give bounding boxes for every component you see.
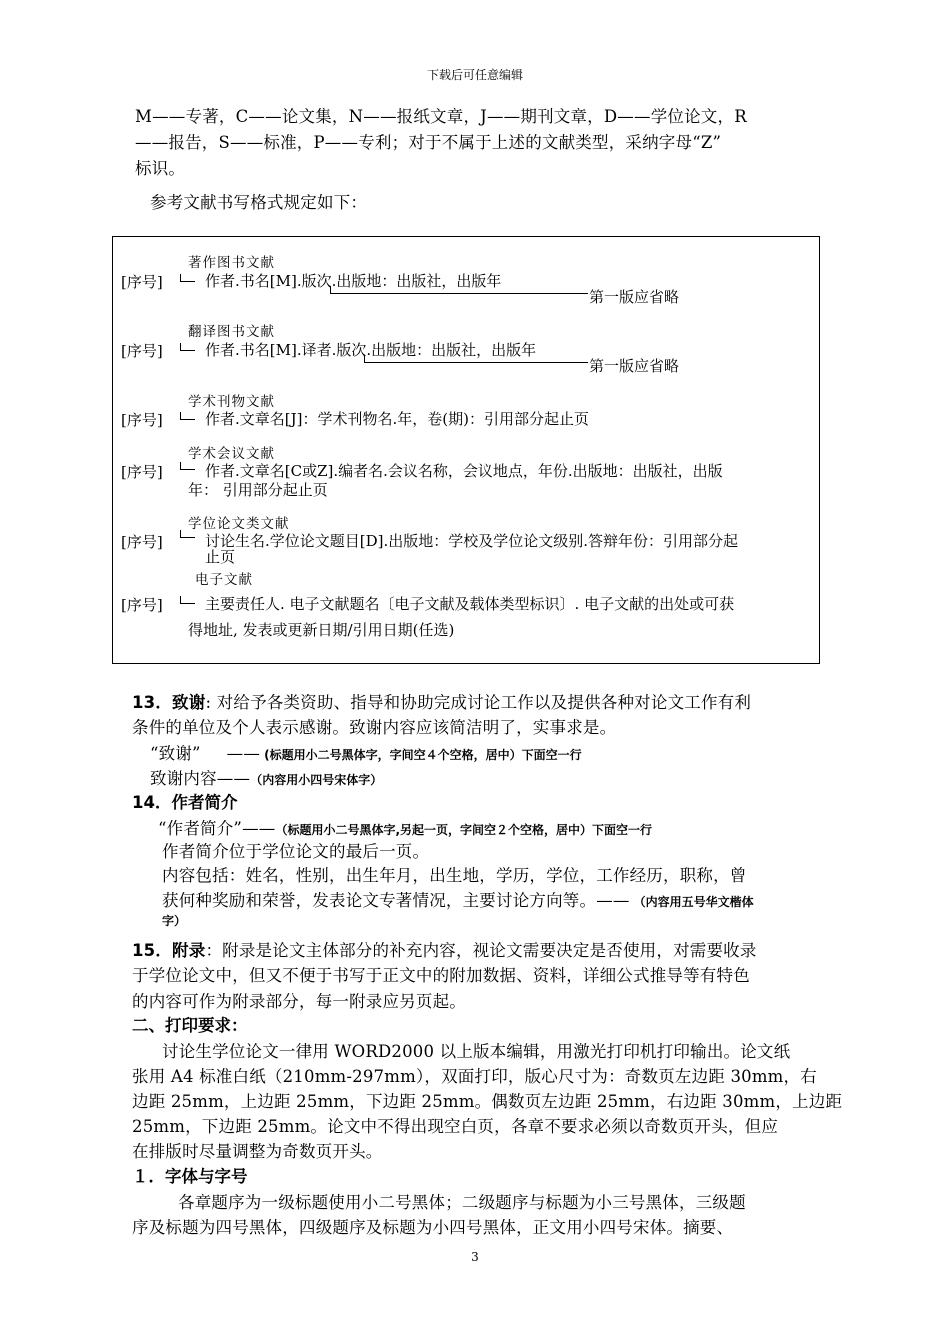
font-line-1: 各章题序为一级标题使用小二号黑体；二级题序与标题为小三号黑体，三级题 <box>178 1193 746 1212</box>
ack-title-note: (标题用小二号黑体字，字间空４个空格，居中）下面空一行 <box>264 748 582 762</box>
item-line-thesis-1: 讨论生名.学位论文题目[D].出版地：学校及学位论文级别.答辩年份：引用部分起 <box>205 532 739 550</box>
section-13-text: : 对给予各类资助、指导和协助完成讨论工作以及提供各种对论文工作有利 <box>205 693 752 712</box>
bio-title: “作者简介”—— <box>158 819 276 838</box>
seq-label: [序号] <box>121 273 163 291</box>
ack-title: “致谢” <box>150 744 201 763</box>
print-line-1: 讨论生学位论文一律用 WORD2000 以上版本编辑，用激光打印机打印输出。论文纸 <box>162 1042 791 1061</box>
bio-content-1: 内容包括：姓名，性别，出生年月，出生地，学历，学位，工作经历，职称，曾 <box>162 866 747 885</box>
seq-label: [序号] <box>121 342 163 360</box>
item-line-electronic-1: 主要责任人. 电子文献题名〔电子文献及载体类型标识〕. 电子文献的出处或可获 <box>205 595 735 613</box>
bracket-mark <box>180 412 195 420</box>
section-15-line-3: 的内容可作为附录部分，每一附录应另页起。 <box>132 992 466 1011</box>
item-line-conference-1: 作者.文章名[C或Z].编者名.会议名称，会议地点，年份.出版地：出版社，出版 <box>205 462 723 480</box>
ack-content-label: 致谢内容—— <box>150 769 251 788</box>
bracket-mark <box>180 596 195 604</box>
edition-pointer-hline <box>330 293 588 294</box>
print-line-3: 边距 25mm，上边距 25mm，下边距 25mm。偶数页左边距 25mm，右边距 30mm，上边距 <box>132 1092 843 1111</box>
section-14-heading: 14．作者简介 <box>132 793 238 812</box>
edition-pointer-hline <box>364 362 588 363</box>
item-title-conference: 学术会议文献 <box>188 446 275 462</box>
item-line-thesis-2: 止页 <box>205 548 236 566</box>
item-title-book: 著作图书文献 <box>188 255 275 271</box>
ack-dash: —— <box>226 744 261 763</box>
item-line-journal: 作者.文章名[J]：学术刊物名.年，卷(期)：引用部分起止页 <box>205 410 589 428</box>
bio-content-2-line <box>162 887 754 911</box>
item-line-book: 作者.书名[M].版次.出版地：出版社，出版年 <box>205 272 502 290</box>
section-15-text: ：附录是论文主体部分的补充内容，视论文需要决定是否使用，对需要收录 <box>205 941 757 960</box>
font-line-2: 序及标题为四号黑体，四级题序及标题为小四号黑体，正文用小四号宋体。摘要、 <box>132 1218 734 1237</box>
bio-content-note-tail: 字） <box>162 914 187 928</box>
seq-label: [序号] <box>121 411 163 429</box>
ack-content-note: （内容用小四号宋体字） <box>250 773 383 787</box>
section-13-label: 13．致谢 <box>132 693 206 712</box>
ack-title-line <box>150 740 582 764</box>
item-title-journal: 学术刊物文献 <box>188 394 275 410</box>
bio-position: 作者简介位于学位论文的最后一页。 <box>162 842 430 861</box>
intro-line-3: 标识。 <box>135 159 186 178</box>
bio-content-note: （内容用五号华文楷体 <box>633 895 754 909</box>
item-line-conference-2: 年： 引用部分起止页 <box>188 481 328 499</box>
item-line-translation: 作者.书名[M].译者.版次.出版地：出版社，出版年 <box>205 341 537 359</box>
section-15-line-2: 于学位论文中，但又不便于书写于正文中的附加数据、资料，详细公式推导等有特色 <box>132 966 750 985</box>
section-13-line-2: 条件的单位及个人表示感谢。致谢内容应该简洁明了，实事求是。 <box>132 718 617 737</box>
bracket-mark <box>180 343 195 351</box>
bracket-mark <box>180 530 195 538</box>
font-heading: １．字体与字号 <box>132 1167 248 1186</box>
item-line-electronic-2: 得地址, 发表或更新日期/引用日期(任选) <box>188 621 455 639</box>
bracket-mark <box>180 462 195 470</box>
bio-content-2: 获何种奖励和荣誉，发表论文专著情况，主要讨论方向等。—— <box>162 891 630 910</box>
section-15-label: 15．附录 <box>132 941 206 960</box>
print-line-4: 25mm，下边距 25mm。论文中不得出现空白页，各章不要求必须以奇数页开头，但应 <box>132 1117 779 1136</box>
item-title-translation: 翻译图书文献 <box>188 324 275 340</box>
bio-title-line <box>158 815 652 839</box>
print-line-2: 张用 A4 标准白纸（210mm-297mm），双面打印，版心尺寸为：奇数页左边距 30mm，右 <box>132 1067 817 1086</box>
intro-line-2: ——报告，S——标准，P——专利；对于不属于上述的文献类型，采纳字母“Z” <box>135 133 722 152</box>
intro-line-1: M——专著，C——论文集，N——报纸文章，J——期刊文章，D——学位论文，R <box>135 107 747 126</box>
page-number: 3 <box>471 1250 479 1264</box>
first-edition-note: 第一版应省略 <box>589 357 680 375</box>
section-15-line-1 <box>132 937 757 961</box>
item-title-electronic: 电子文献 <box>195 572 253 588</box>
print-line-5: 在排版时尽量调整为奇数页开头。 <box>132 1142 383 1161</box>
seq-label: [序号] <box>121 533 163 551</box>
first-edition-note: 第一版应省略 <box>589 288 680 306</box>
bracket-mark <box>180 274 195 282</box>
page-header: 下载后可任意编辑 <box>426 68 523 82</box>
seq-label: [序号] <box>121 596 163 614</box>
bio-title-note: （标题用小二号黑体字,另起一页，字间空２个空格，居中）下面空一行 <box>275 823 653 837</box>
seq-label: [序号] <box>121 463 163 481</box>
print-heading: 二、打印要求： <box>132 1016 248 1035</box>
section-13-line-1 <box>132 689 751 713</box>
ack-content-line <box>150 765 382 789</box>
item-title-thesis: 学位论文类文献 <box>188 516 290 532</box>
format-lead: 参考文献书写格式规定如下： <box>150 193 368 212</box>
